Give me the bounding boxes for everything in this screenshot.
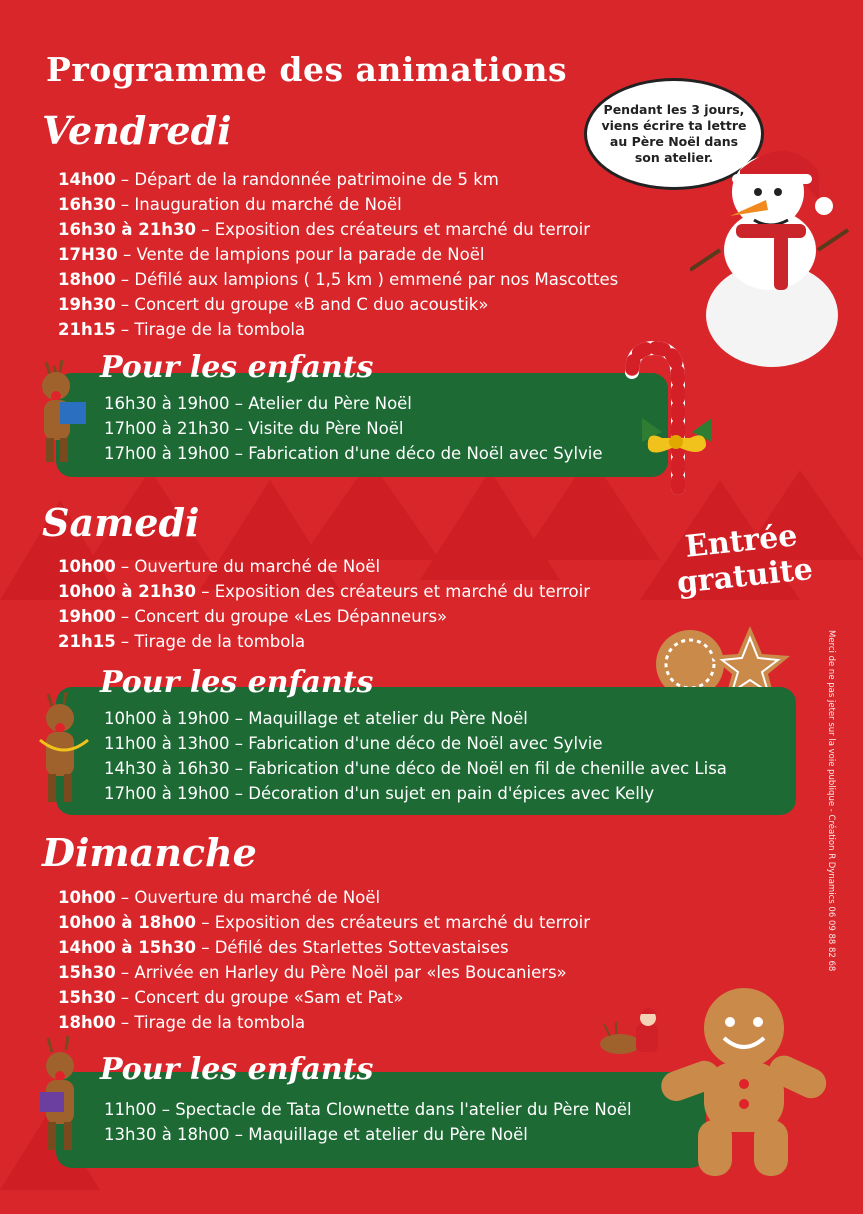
list-item: 19h30 – Concert du groupe «B and C duo acoustik» — [58, 295, 489, 314]
list-item: 10h00 à 21h30 – Exposition des créateurs et marché du terroir — [58, 582, 591, 601]
sunday-title: Dimanche — [42, 830, 257, 875]
sunday-kids-events — [104, 1097, 632, 1147]
list-item: 17H30 – Vente de lampions pour la parade de Noël — [58, 245, 485, 264]
reindeer-illustration — [36, 1034, 94, 1154]
list-item: 10h00 – Ouverture du marché de Noël — [58, 557, 381, 576]
list-item: 14h00 à 15h30 – Défilé des Starlettes Sottevastaises — [58, 938, 509, 957]
free-entry-badge: Entrée gratuite — [675, 518, 815, 601]
saturday-kids-title: Pour les enfants — [100, 665, 374, 700]
friday-events — [58, 167, 618, 342]
list-item: 17h00 à 19h00 – Fabrication d'une déco de Noël avec Sylvie — [104, 444, 603, 463]
speech-bubble: Pendant les 3 jours, viens écrire ta lettre au Père Noël dans son atelier. — [584, 78, 764, 190]
list-item: 10h00 à 19h00 – Maquillage et atelier du Père Noël — [104, 709, 528, 728]
list-item: 15h30 – Concert du groupe «Sam et Pat» — [58, 988, 404, 1007]
friday-kids-events — [104, 391, 603, 466]
list-item: 16h30 à 19h00 – Atelier du Père Noël — [104, 394, 412, 413]
list-item: 11h00 – Spectacle de Tata Clownette dans l'atelier du Père Noël — [104, 1100, 632, 1119]
list-item: 11h00 à 13h00 – Fabrication d'une déco de Noël avec Sylvie — [104, 734, 603, 753]
page-title: Programme des animations — [46, 50, 568, 89]
list-item: 10h00 – Ouverture du marché de Noël — [58, 888, 381, 907]
list-item: 18h00 – Défilé aux lampions ( 1,5 km ) emmené par nos Mascottes — [58, 270, 619, 289]
sunday-kids-title: Pour les enfants — [100, 1052, 374, 1087]
friday-kids-title: Pour les enfants — [100, 350, 374, 385]
list-item: 15h30 – Arrivée en Harley du Père Noël par «les Boucaniers» — [58, 963, 567, 982]
gingerbread-man-illustration — [654, 980, 834, 1180]
list-item: 19h00 – Concert du groupe «Les Dépanneurs» — [58, 607, 448, 626]
list-item: 17h00 à 21h30 – Visite du Père Noël — [104, 419, 404, 438]
list-item: 21h15 – Tirage de la tombola — [58, 320, 306, 339]
list-item: 16h30 à 21h30 – Exposition des créateurs et marché du terroir — [58, 220, 591, 239]
sunday-events — [58, 885, 590, 1035]
reindeer-illustration — [36, 690, 92, 806]
list-item: 13h30 à 18h00 – Maquillage et atelier du Père Noël — [104, 1125, 528, 1144]
list-item: 16h30 – Inauguration du marché de Noël — [58, 195, 402, 214]
print-credit: Merci de ne pas jeter sur la voie publique - Création R Dynamics 06 09 88 82 68 — [826, 630, 836, 972]
saturday-title: Samedi — [42, 500, 200, 545]
friday-title: Vendredi — [42, 108, 232, 153]
reindeer-illustration — [34, 358, 94, 466]
saturday-events — [58, 554, 590, 654]
list-item: 14h00 – Départ de la randonnée patrimoine de 5 km — [58, 170, 499, 189]
list-item: 17h00 à 19h00 – Décoration d'un sujet en pain d'épices avec Kelly — [104, 784, 655, 803]
list-item: 14h30 à 16h30 – Fabrication d'une déco de Noël en fil de chenille avec Lisa — [104, 759, 727, 778]
list-item: 18h00 – Tirage de la tombola — [58, 1013, 306, 1032]
list-item: 21h15 – Tirage de la tombola — [58, 632, 306, 651]
candy-cane-illustration — [622, 338, 722, 498]
list-item: 10h00 à 18h00 – Exposition des créateurs et marché du terroir — [58, 913, 591, 932]
snowman-illustration — [690, 140, 850, 370]
saturday-kids-events — [104, 706, 727, 806]
